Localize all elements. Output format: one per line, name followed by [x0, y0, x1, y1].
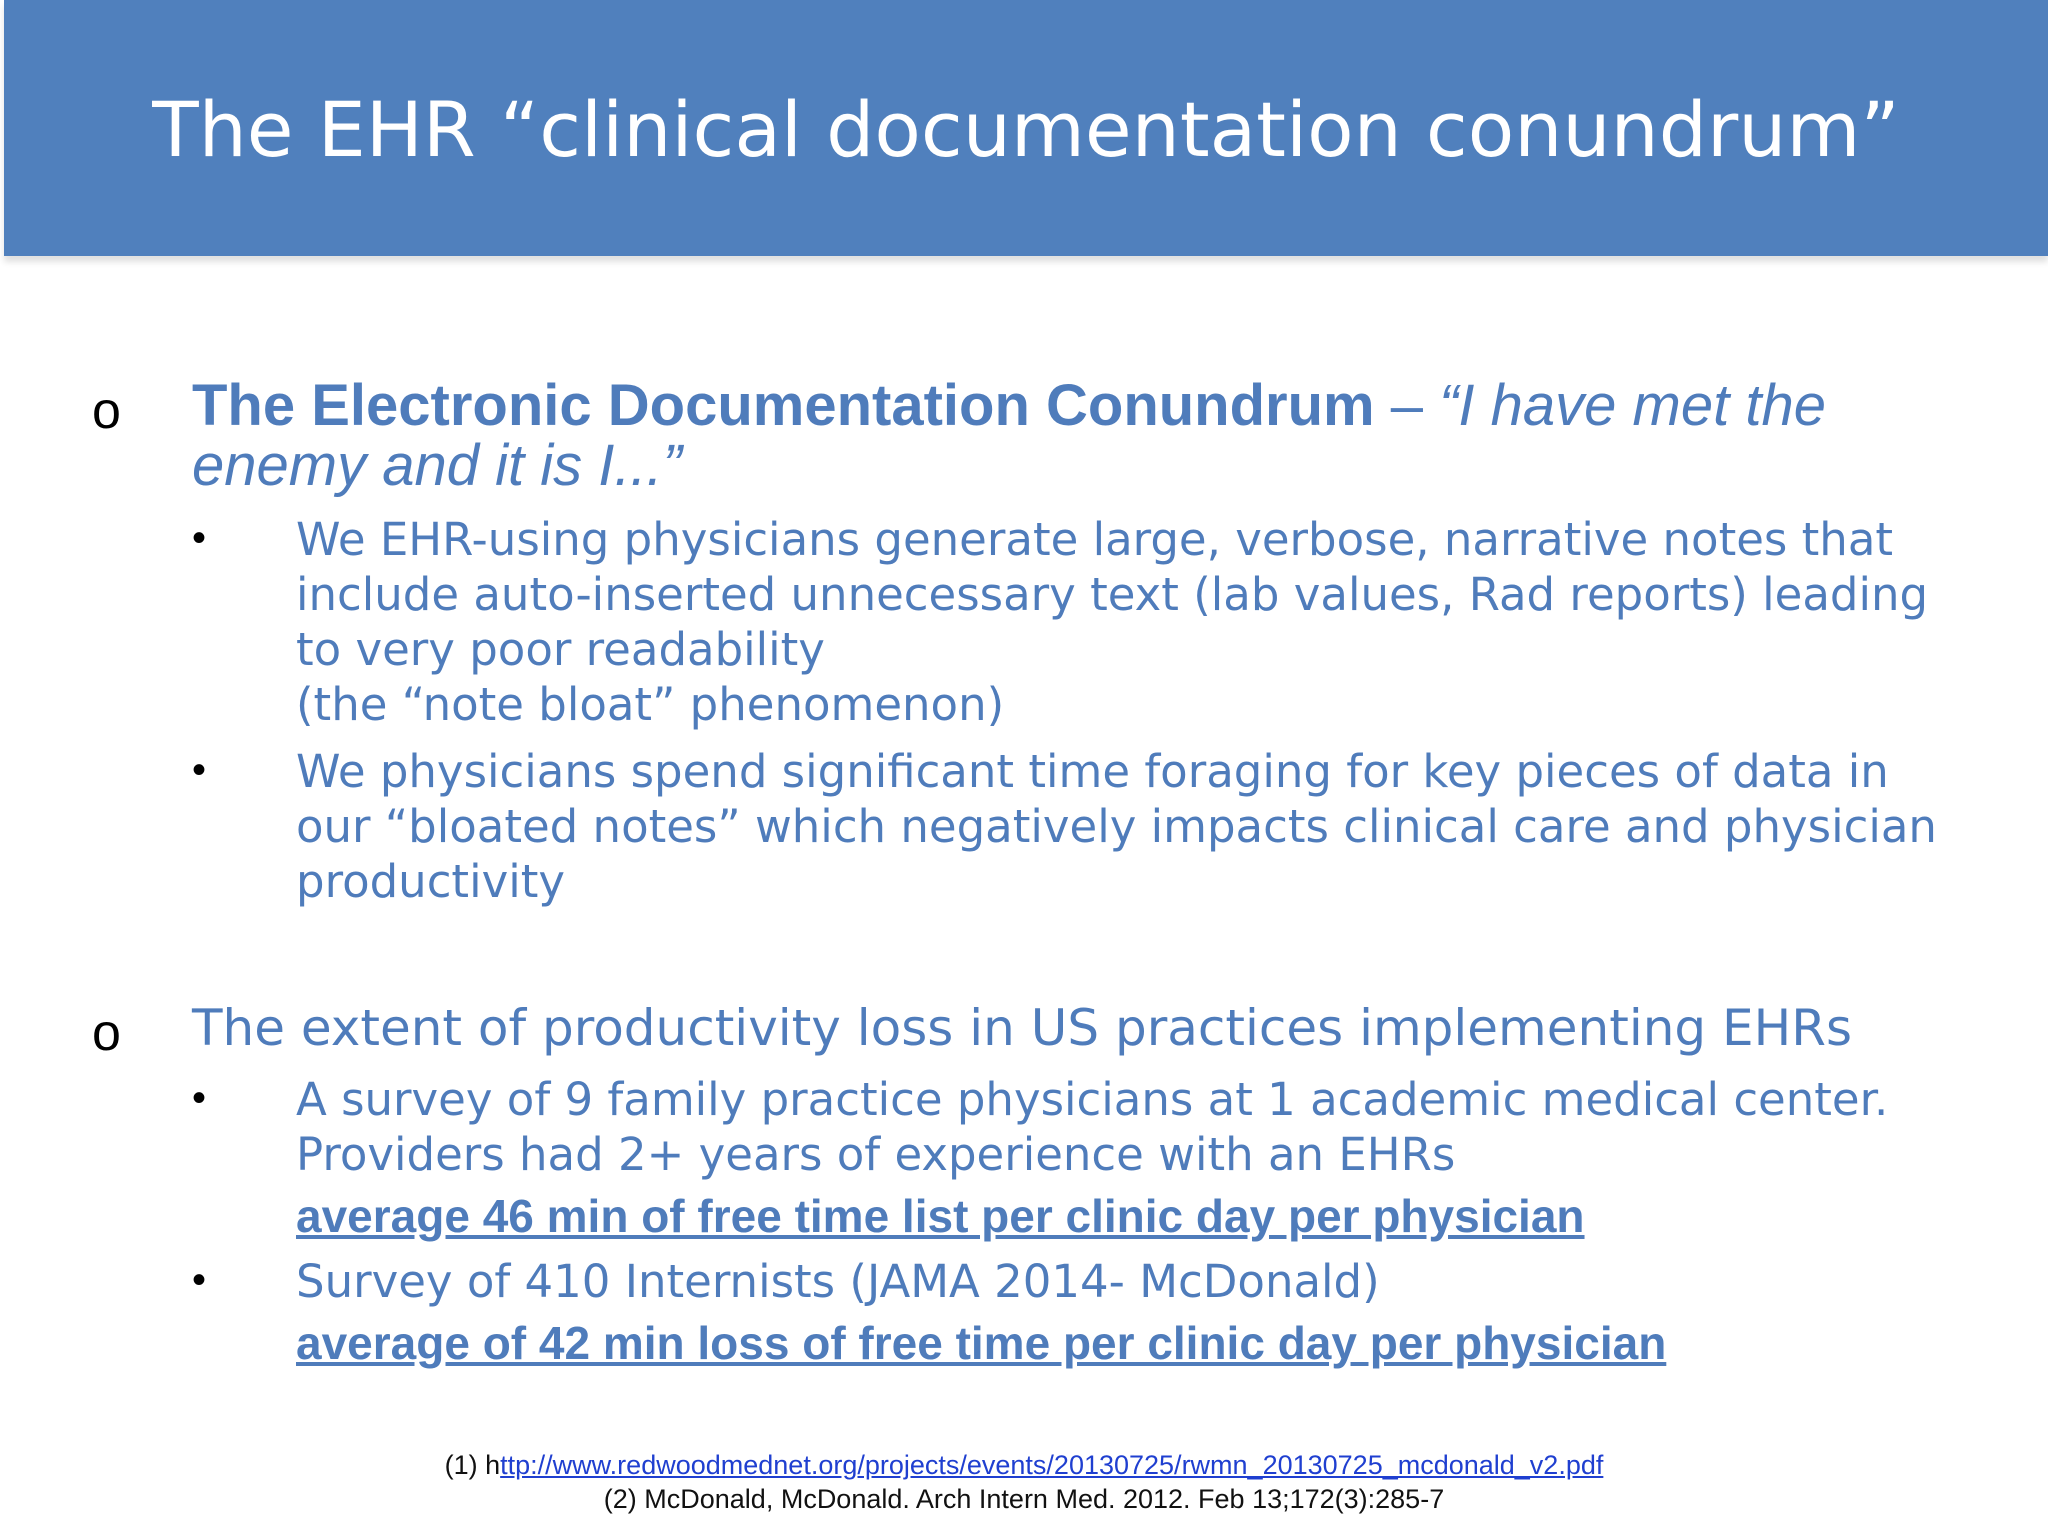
dot-bullet: •: [192, 1076, 207, 1120]
item-line: our “bloated notes” which negatively impacts clinical care and physician: [296, 800, 1937, 853]
item-line: (the “note bloat” phenomenon): [296, 678, 1005, 731]
heading-dash: –: [1374, 373, 1440, 438]
item-line: A survey of 9 family practice physicians at 1 academic medical center.: [296, 1073, 1889, 1126]
item-line: Providers had 2+ years of experience with an EHRs: [296, 1128, 1456, 1181]
section-1-heading-bold: The Electronic Documentation Conundrum: [192, 373, 1375, 438]
emphasis-42-min[interactable]: average of 42 min loss of free time per clinic day per physician: [296, 1317, 1667, 1369]
emphasis-46-min[interactable]: average 46 min of free time list per clinic day per physician: [296, 1190, 1585, 1242]
references: [0, 1448, 2048, 1516]
item-line: productivity: [296, 855, 565, 908]
item-line: We EHR-using physicians generate large, verbose, narrative notes that: [296, 513, 1894, 566]
item-line: include auto-inserted unnecessary text (lab values, Rad reports) leading: [296, 568, 1929, 621]
section-2-item-1: [296, 1072, 2016, 1182]
heading-quote-line2: enemy and it is I...”: [192, 433, 682, 498]
slide-title: The EHR “clinical documentation conundrum”: [152, 85, 1900, 174]
circle-bullet: o: [92, 382, 121, 440]
item-line: We physicians spend significant time foraging for key pieces of data in: [296, 745, 1889, 798]
item-line: to very poor readability: [296, 623, 825, 676]
section-1-item-1: [296, 512, 2016, 732]
section-2-heading: The extent of productivity loss in US practices implementing EHRs: [192, 999, 1853, 1057]
reference-1: [0, 1448, 2048, 1482]
dot-bullet: •: [192, 516, 207, 560]
section-1-heading: [192, 373, 2012, 498]
section-1-item-2: [296, 744, 2016, 909]
item-line: Survey of 410 Internists (JAMA 2014- McDonald): [296, 1255, 1380, 1308]
circle-bullet: o: [92, 1004, 121, 1062]
dot-bullet: •: [192, 748, 207, 792]
dot-bullet: •: [192, 1258, 207, 1302]
reference-1-prefix: (1) h: [444, 1450, 501, 1480]
heading-quote-line1: “I have met the: [1439, 373, 1826, 438]
section-2-item-2: [296, 1254, 2016, 1309]
reference-2: (2) McDonald, McDonald. Arch Intern Med. 2012. Feb 13;172(3):285-7: [603, 1484, 1445, 1514]
reference-1-link[interactable]: ttp://www.redwoodmednet.org/projects/events/20130725/rwmn_20130725_mcdonald_v2.pdf: [500, 1450, 1604, 1480]
